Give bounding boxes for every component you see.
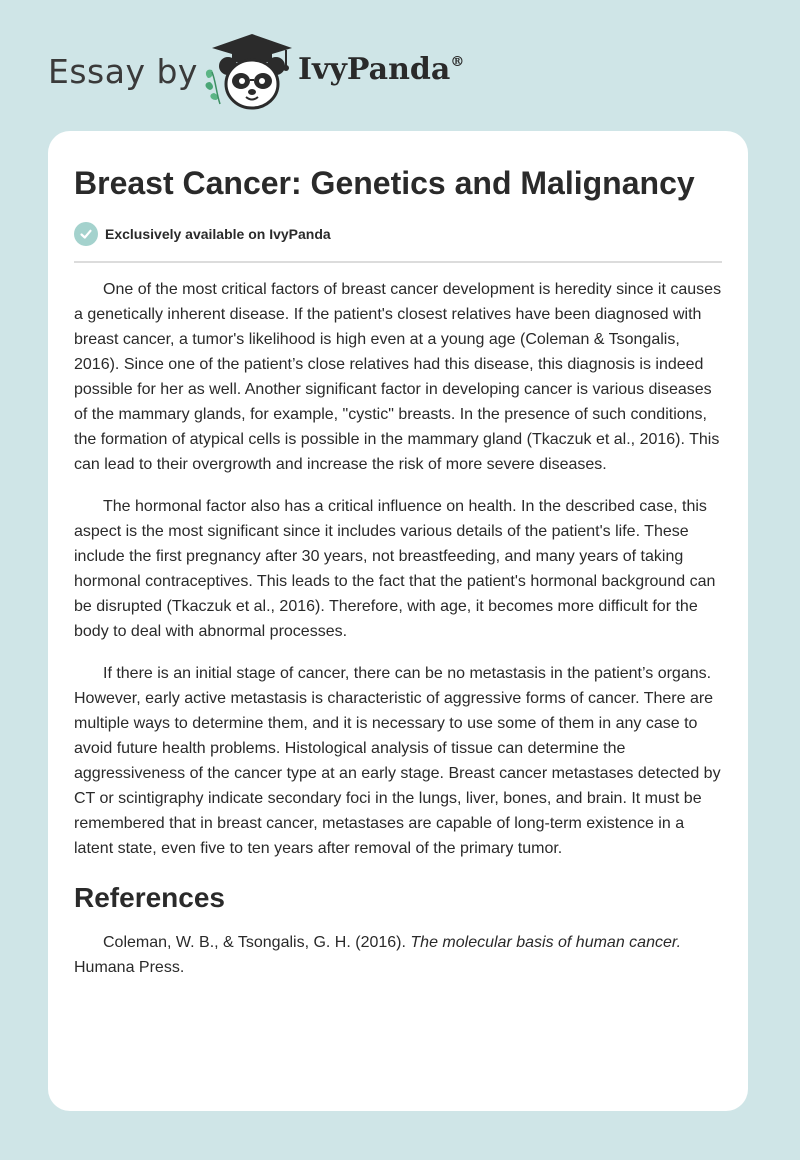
reference-publisher: Humana Press. bbox=[74, 959, 185, 976]
brand-name-text: IvyPanda bbox=[298, 52, 451, 87]
ivy-leaf-icon bbox=[206, 70, 221, 104]
essay-card bbox=[48, 131, 748, 1111]
paragraph: If there is an initial stage of cancer, there can be no metastasis in the patient’s organs. However, early active metastasis is characteristic of aggressive forms of cancer. There are multiple ways to determine them, and it is necessary to use some of them in any case to avoid future health problems. Histological analysis of tissue can determine the aggressiveness of the cancer type at an early stage. Breast cancer metastases detected by CT or scintigraphy indicate secondary foci in the lungs, liver, bones, and brain. It must be remembered that in breast cancer, metastases are capable of long-term existence in a latent state, even five to ten years after removal of the primary tumor. bbox=[74, 665, 721, 857]
divider bbox=[74, 261, 722, 263]
registered-mark: ® bbox=[450, 54, 465, 70]
exclusive-label: Exclusively available on IvyPanda bbox=[105, 226, 331, 242]
references-heading: References bbox=[74, 882, 225, 913]
brand-name[interactable] bbox=[298, 52, 464, 87]
reference-title: The molecular basis of human cancer. bbox=[410, 934, 682, 951]
reference-authors: Coleman, W. B., & Tsongalis, G. H. (2016). bbox=[103, 934, 411, 951]
site-header bbox=[48, 30, 748, 120]
essay-body bbox=[74, 277, 726, 980]
exclusive-badge bbox=[74, 222, 331, 246]
paragraph: One of the most critical factors of breast cancer development is heredity since it causes a genetically inherent disease. If the patient's closest relatives have been diagnosed with breast cancer, a tumor's likelihood is high even at a young age (Coleman & Tsongalis, 2016). Since one of the patient’s close relatives had this disease, this diagnosis is indeed possible for her as well. Another significant factor in developing cancer is various diseases of the mammary glands, for example, "cystic" breasts. In the presence of such conditions, the formation of atypical cells is possible in the mammary gland (Tkaczuk et al., 2016). This can lead to their overgrowth and increase the risk of more severe diseases. bbox=[74, 281, 722, 473]
paragraph: The hormonal factor also has a critical influence on health. In the described case, this aspect is the most significant since it includes various details of the patient's life. These include the first pregnancy after 30 years, not breastfeeding, and many years of taking hormonal contraceptives. This leads to the fact that the patient's hormonal background can be disrupted (Tkaczuk et al., 2016). Therefore, with age, it becomes more difficult for the body to deal with abnormal processes. bbox=[74, 498, 716, 640]
reference-item bbox=[74, 930, 726, 980]
check-icon bbox=[74, 222, 98, 246]
panda-graduate-logo-icon[interactable] bbox=[202, 30, 302, 112]
page-title: Breast Cancer: Genetics and Malignancy bbox=[74, 165, 695, 201]
essay-by-label: Essay by bbox=[48, 52, 198, 91]
